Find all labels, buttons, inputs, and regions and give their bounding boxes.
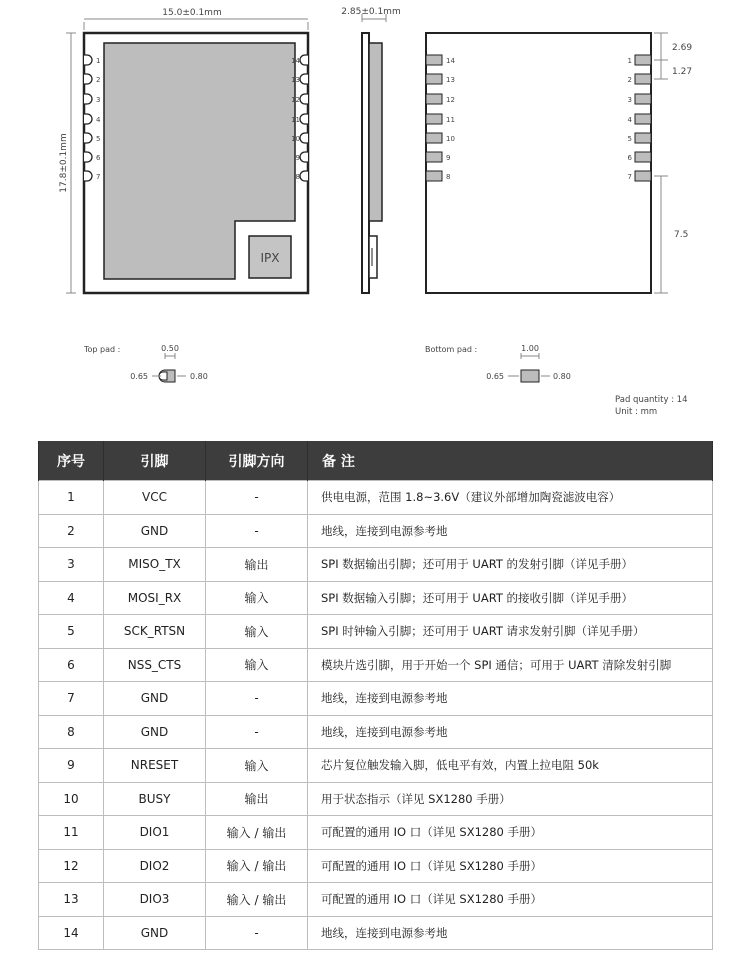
table-row: [39, 749, 713, 783]
cell-pin: MOSI_RX: [104, 581, 206, 615]
cell-note: 地线，连接到电源参考地: [308, 682, 713, 716]
cell-pin: GND: [104, 682, 206, 716]
top-pad-width: 0.50: [161, 344, 179, 353]
pin-number: 14: [291, 57, 300, 65]
table-row: [39, 481, 713, 515]
cell-pin: MISO_TX: [104, 548, 206, 582]
cell-direction: 输入: [206, 749, 308, 783]
cell-index: 11: [39, 816, 104, 850]
table-row: [39, 648, 713, 682]
thickness-dim-label: 2.85±0.1mm: [341, 7, 401, 17]
pin-number: 6: [627, 154, 632, 162]
pin-number: 11: [446, 116, 455, 124]
side-ipx: [369, 236, 377, 278]
cell-direction: -: [206, 715, 308, 749]
pin-number: 8: [295, 173, 300, 181]
cell-direction: 输入: [206, 648, 308, 682]
pin-number: 9: [446, 154, 451, 162]
cell-index: 9: [39, 749, 104, 783]
pin-number: 4: [96, 116, 101, 124]
cell-index: 2: [39, 514, 104, 548]
table-row: [39, 615, 713, 649]
unit-label: Unit : mm: [615, 407, 658, 417]
cell-note: 可配置的通用 IO 口（详见 SX1280 手册）: [308, 849, 713, 883]
cell-note: SPI 数据输入引脚；还可用于 UART 的接收引脚（详见手册）: [308, 581, 713, 615]
cell-pin: SCK_RTSN: [104, 615, 206, 649]
cell-note: 地线，连接到电源参考地: [308, 916, 713, 950]
cell-pin: GND: [104, 715, 206, 749]
bottom-view: [426, 33, 692, 293]
side-pcb: [362, 33, 369, 293]
pin-number: 4: [627, 116, 632, 124]
cell-pin: VCC: [104, 481, 206, 515]
cell-direction: -: [206, 514, 308, 548]
pin-number: 7: [627, 173, 632, 181]
bottom-pad-left: 0.65: [486, 372, 504, 381]
pin-number: 13: [446, 76, 455, 84]
pin-number: 2: [627, 76, 632, 84]
cell-direction: 输入: [206, 615, 308, 649]
cell-index: 4: [39, 581, 104, 615]
cell-pin: DIO1: [104, 816, 206, 850]
cell-direction: -: [206, 481, 308, 515]
side-shield: [369, 43, 382, 221]
cell-pin: GND: [104, 916, 206, 950]
pad-quantity: Pad quantity : 14: [615, 395, 688, 405]
table-row: [39, 682, 713, 716]
mechanical-drawing: [0, 0, 750, 430]
table-row: [39, 581, 713, 615]
pin-number: 10: [446, 135, 455, 143]
cell-index: 12: [39, 849, 104, 883]
header-note: 备 注: [308, 441, 713, 481]
bottom-right-pads: [635, 55, 651, 181]
table-row: [39, 715, 713, 749]
top-view: [59, 8, 308, 293]
cell-index: 10: [39, 782, 104, 816]
cell-direction: 输出: [206, 548, 308, 582]
cell-index: 3: [39, 548, 104, 582]
cell-pin: NSS_CTS: [104, 648, 206, 682]
table-row: [39, 782, 713, 816]
cell-index: 5: [39, 615, 104, 649]
pin-number: 12: [291, 96, 300, 104]
top-pad-left: 0.65: [130, 372, 148, 381]
pin-number: 5: [96, 135, 101, 143]
pin-number: 10: [291, 135, 300, 143]
bottom-pad-right: 0.80: [553, 372, 571, 381]
pin-number: 2: [96, 76, 101, 84]
pin-number: 1: [627, 57, 632, 65]
top-pad-right: 0.80: [190, 372, 208, 381]
pin-number: 13: [291, 76, 300, 84]
pin-number: 11: [291, 116, 300, 124]
cell-index: 7: [39, 682, 104, 716]
side-view: [341, 7, 400, 293]
cell-direction: -: [206, 916, 308, 950]
cell-pin: GND: [104, 514, 206, 548]
table-row: [39, 816, 713, 850]
table-row: [39, 849, 713, 883]
cell-pin: BUSY: [104, 782, 206, 816]
cell-note: 地线，连接到电源参考地: [308, 514, 713, 548]
table-header-row: [39, 441, 713, 481]
cell-direction: -: [206, 682, 308, 716]
cell-index: 14: [39, 916, 104, 950]
cell-pin: DIO3: [104, 883, 206, 917]
cell-direction: 输出: [206, 782, 308, 816]
pin-number: 3: [96, 96, 101, 104]
top-pad-detail: [83, 344, 208, 382]
bottom-dimensions: [654, 33, 668, 293]
height-dim-label: 17.8±0.1mm: [59, 133, 69, 193]
cell-note: 可配置的通用 IO 口（详见 SX1280 手册）: [308, 816, 713, 850]
pin-number: 12: [446, 96, 455, 104]
dim-7-5-label: 7.5: [674, 230, 689, 240]
cell-note: 地线，连接到电源参考地: [308, 715, 713, 749]
pin-number: 5: [627, 135, 632, 143]
pin-number: 7: [96, 173, 101, 181]
pin-number: 8: [446, 173, 451, 181]
bottom-pad-label: Bottom pad :: [425, 345, 478, 354]
bottom-pad-detail: [425, 344, 571, 382]
width-dim-label: 15.0±0.1mm: [162, 8, 222, 18]
table-row: [39, 514, 713, 548]
cell-note: 模块片选引脚，用于开始一个 SPI 通信；可用于 UART 清除发射引脚: [308, 648, 713, 682]
pin-number: 14: [446, 57, 455, 65]
table-row: [39, 916, 713, 950]
header-direction: 引脚方向: [206, 441, 308, 481]
cell-direction: 输入: [206, 581, 308, 615]
cell-note: SPI 时钟输入引脚；还可用于 UART 请求发射引脚（详见手册）: [308, 615, 713, 649]
cell-note: SPI 数据输出引脚；还可用于 UART 的发射引脚（详见手册）: [308, 548, 713, 582]
cell-note: 芯片复位触发输入脚，低电平有效，内置上拉电阻 50k: [308, 749, 713, 783]
cell-index: 8: [39, 715, 104, 749]
pin-number: 9: [295, 154, 300, 162]
top-pad-label: Top pad :: [84, 345, 121, 354]
table-row: [39, 883, 713, 917]
header-index: 序号: [39, 441, 104, 481]
cell-index: 6: [39, 648, 104, 682]
bottom-pad-width: 1.00: [521, 344, 539, 353]
cell-note: 用于状态指示（详见 SX1280 手册）: [308, 782, 713, 816]
cell-direction: 输入 / 输出: [206, 816, 308, 850]
cell-note: 可配置的通用 IO 口（详见 SX1280 手册）: [308, 883, 713, 917]
ipx-label: IPX: [260, 251, 280, 265]
cell-direction: 输入 / 输出: [206, 849, 308, 883]
pin-number: 6: [96, 154, 101, 162]
pin-table: [38, 441, 713, 950]
table-row: [39, 548, 713, 582]
cell-index: 13: [39, 883, 104, 917]
cell-pin: DIO2: [104, 849, 206, 883]
dim-2-69-label: 2.69: [672, 43, 693, 53]
header-pin: 引脚: [104, 441, 206, 481]
pin-number: 3: [627, 96, 632, 104]
dim-1-27-label: 1.27: [672, 67, 693, 77]
pin-number: 1: [96, 57, 101, 65]
cell-index: 1: [39, 481, 104, 515]
cell-direction: 输入 / 输出: [206, 883, 308, 917]
cell-pin: NRESET: [104, 749, 206, 783]
bottom-left-pads: [426, 55, 442, 181]
bottom-outline: [426, 33, 651, 293]
cell-note: 供电电源，范围 1.8~3.6V（建议外部增加陶瓷滤波电容）: [308, 481, 713, 515]
